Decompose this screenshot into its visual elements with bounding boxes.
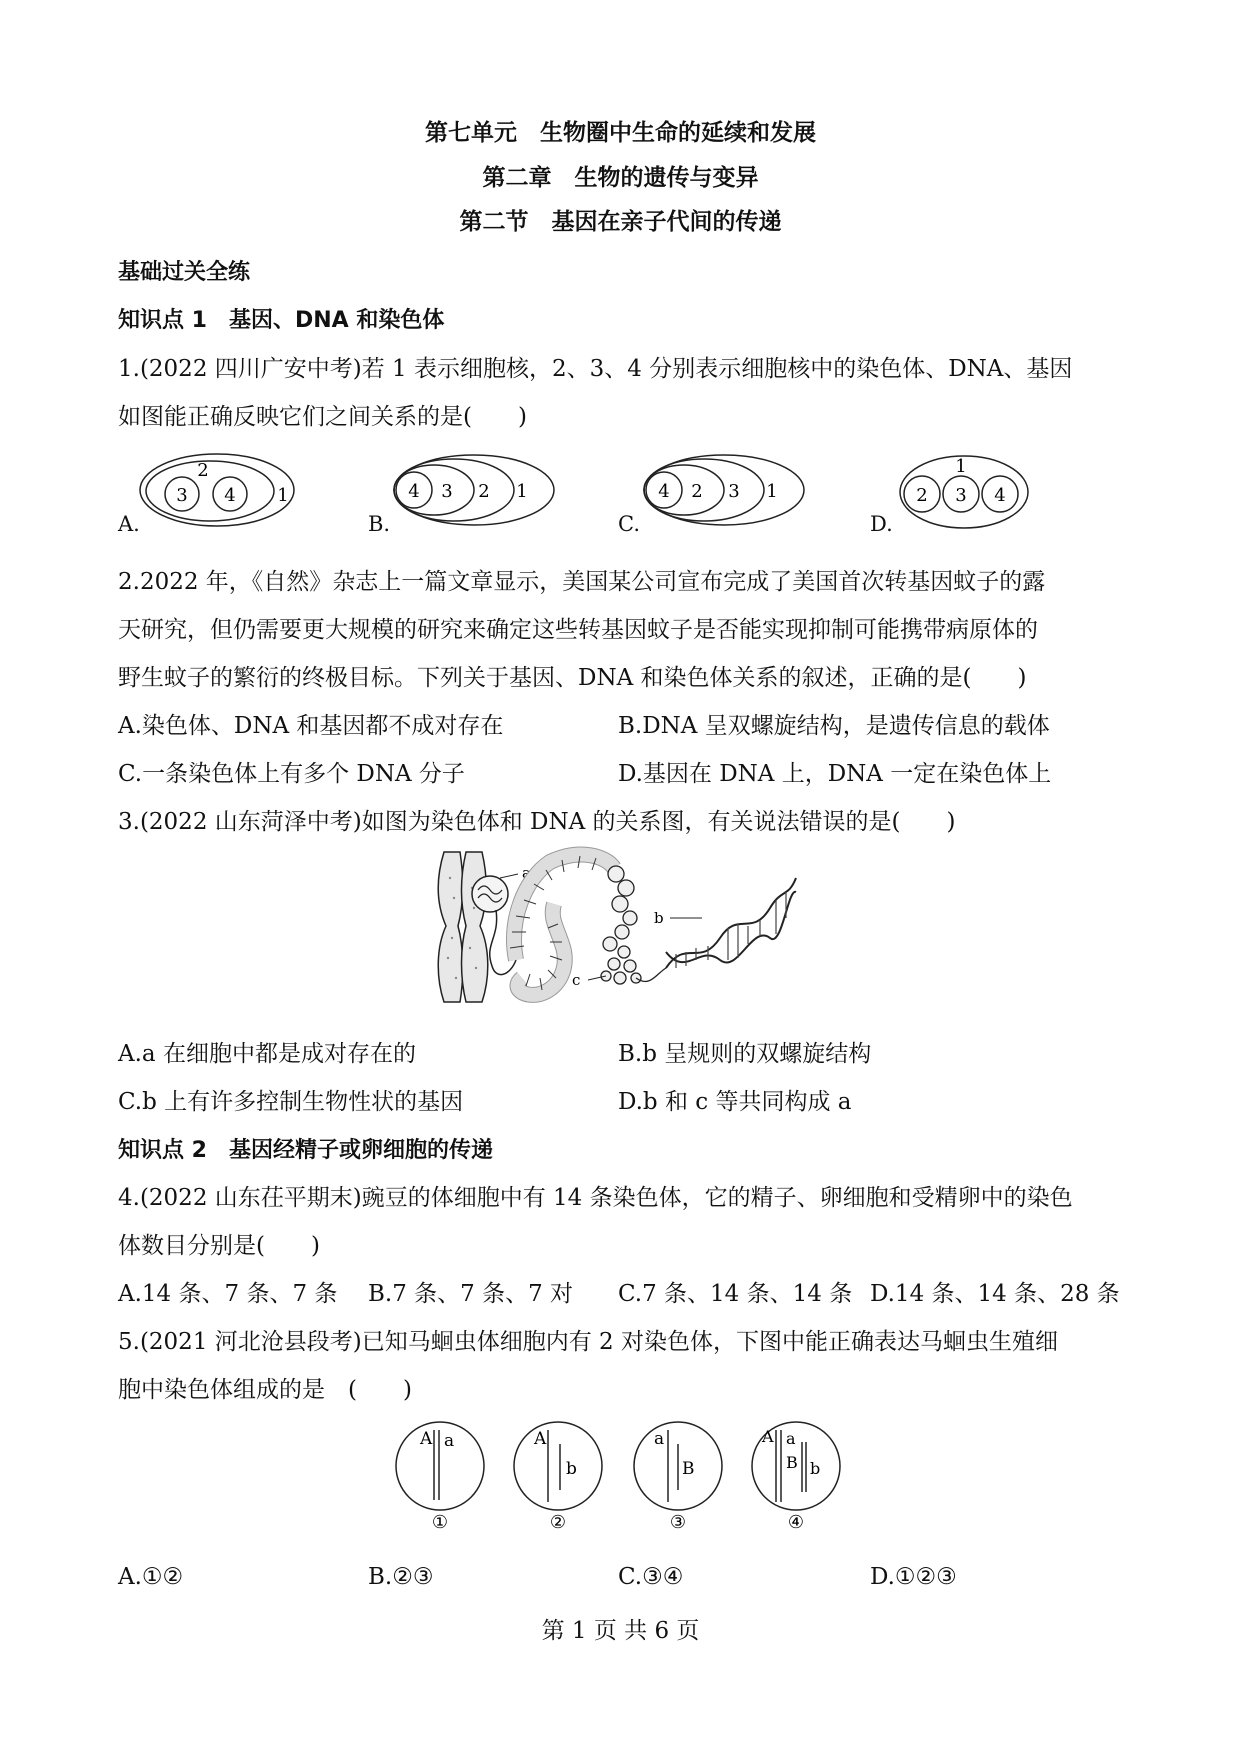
- q2-option-d: D.基因在 DNA 上，DNA 一定在染色体上: [618, 761, 1052, 787]
- q5c4-label-A: A: [762, 1427, 774, 1446]
- q3-option-c: C.b 上有许多控制生物性状的基因: [118, 1089, 464, 1115]
- q5-cell-1: [390, 1418, 494, 1533]
- q5c1-label-a: a: [444, 1431, 455, 1451]
- q2-stem-line2: 天研究，但仍需要更大规模的研究来确定这些转基因蚊子是否能实现抑制可能携带病原体的: [118, 617, 1038, 643]
- q1a-label-1: 1: [277, 485, 289, 506]
- q1d-label-3: 3: [955, 485, 967, 506]
- q5-option-a: A.①②: [118, 1564, 184, 1590]
- q1-diagram-a: [138, 452, 298, 532]
- q4-option-d: D.14 条、14 条、28 条: [870, 1281, 1120, 1307]
- q1b-label-2: 2: [478, 481, 490, 502]
- q1a-label-4: 4: [224, 485, 236, 506]
- q5c4-label-b: b: [810, 1459, 821, 1478]
- q1c-label-2: 2: [691, 481, 703, 502]
- q1-stem-line1: 1.(2022 四川广安中考)若 1 表示细胞核，2、3、4 分别表示细胞核中的染色体、DNA、基因: [118, 356, 1073, 382]
- q1c-label-1: 1: [766, 481, 778, 502]
- q5-cell-4: [746, 1418, 850, 1533]
- q3-label-b: b: [654, 909, 664, 927]
- page-footer: 第 1 页 共 6 页: [541, 1618, 700, 1644]
- q5-cell-2: [508, 1418, 612, 1533]
- q1-option-a: A.: [118, 512, 140, 536]
- section-title: 第二节 基因在亲子代间的传递: [459, 209, 782, 235]
- practice-heading: 基础过关全练: [118, 260, 251, 285]
- q5-stem-line2: 胞中染色体组成的是 ( ): [118, 1377, 412, 1403]
- q1c-label-3: 3: [728, 481, 740, 502]
- q1-option-d: D.: [870, 512, 893, 536]
- q1-diagram-c: [642, 452, 812, 532]
- q3-option-a: A.a 在细胞中都是成对存在的: [118, 1041, 416, 1067]
- coiled-chromatin-fiber: [514, 855, 614, 995]
- magnified-region: [472, 876, 508, 912]
- q1-diagram-d: [898, 452, 1068, 532]
- q1b-label-3: 3: [441, 481, 453, 502]
- q2-option-a: A.染色体、DNA 和基因都不成对存在: [118, 713, 504, 739]
- q5c1-label-A: A: [420, 1429, 433, 1449]
- q5c2-label-A: A: [534, 1429, 547, 1449]
- q1d-label-4: 4: [994, 485, 1006, 506]
- nucleosome-beads: [601, 866, 641, 984]
- q1b-label-4: 4: [408, 481, 420, 502]
- q3-label-a: a: [522, 864, 531, 882]
- knowledge-point-2-heading: 知识点 2 基因经精子或卵细胞的传递: [118, 1138, 493, 1163]
- q5c1-caption: ①: [431, 1512, 449, 1533]
- q3-option-d: D.b 和 c 等共同构成 a: [618, 1089, 852, 1115]
- q1d-label-1: 1: [955, 456, 967, 477]
- q1a-label-3: 3: [176, 485, 188, 506]
- q2-stem-line1: 2.2022 年，《自然》杂志上一篇文章显示，美国某公司宣布完成了美国首次转基因蚊子的露: [118, 569, 1046, 595]
- q1-stem-line2: 如图能正确反映它们之间关系的是( ): [118, 404, 527, 430]
- q5-cell-3: [628, 1418, 732, 1533]
- q4-stem-line2: 体数目分别是( ): [118, 1233, 320, 1259]
- q5c3-label-B: B: [682, 1459, 695, 1479]
- q5-option-c: C.③④: [618, 1564, 684, 1590]
- q4-option-b: B.7 条、7 条、7 对: [368, 1281, 574, 1307]
- q5-option-b: B.②③: [368, 1564, 434, 1590]
- q5c3-caption: ③: [669, 1512, 687, 1533]
- unit-title: 第七单元 生物圈中生命的延续和发展: [425, 120, 816, 146]
- q1c-label-4: 4: [658, 481, 670, 502]
- knowledge-point-1-heading: 知识点 1 基因、DNA 和染色体: [118, 308, 445, 333]
- q1-diagram-b: [392, 452, 562, 532]
- q1b-label-1: 1: [516, 481, 528, 502]
- q4-option-a: A.14 条、7 条、7 条: [118, 1281, 338, 1307]
- q1-option-c: C.: [618, 512, 640, 536]
- q5-option-d: D.①②③: [870, 1564, 957, 1590]
- q5c2-label-b: b: [566, 1459, 577, 1479]
- q3-label-c: c: [572, 971, 581, 989]
- q2-stem-line3: 野生蚊子的繁衍的终极目标。下列关于基因、DNA 和染色体关系的叙述，正确的是( ): [118, 665, 1027, 691]
- q2-option-c: C.一条染色体上有多个 DNA 分子: [118, 761, 465, 787]
- q5-stem-line1: 5.(2021 河北沧县段考)已知马蛔虫体细胞内有 2 对染色体，下图中能正确表达马蛔虫生殖细: [118, 1329, 1058, 1355]
- q5c4-label-a: a: [786, 1429, 796, 1448]
- q5c3-label-a: a: [654, 1429, 665, 1449]
- chromosome-figure: [438, 852, 488, 1002]
- q4-stem-line1: 4.(2022 山东茌平期末)豌豆的体细胞中有 14 条染色体，它的精子、卵细胞和受精卵中的染色: [118, 1185, 1073, 1211]
- q1a-label-2: 2: [197, 460, 209, 481]
- chapter-title: 第二章 生物的遗传与变异: [482, 165, 759, 191]
- q3-stem: 3.(2022 山东菏泽中考)如图为染色体和 DNA 的关系图，有关说法错误的是( ): [118, 809, 956, 835]
- q1-option-b: B.: [368, 512, 391, 536]
- q1d-label-2: 2: [916, 485, 928, 506]
- q5c2-caption: ②: [549, 1512, 567, 1533]
- q5c4-label-B: B: [786, 1453, 798, 1472]
- q5c4-caption: ④: [787, 1512, 805, 1533]
- q3-option-b: B.b 呈规则的双螺旋结构: [618, 1041, 872, 1067]
- q3-chromosome-dna-diagram: [430, 848, 870, 1008]
- q4-option-c: C.7 条、14 条、14 条: [618, 1281, 853, 1307]
- q2-option-b: B.DNA 呈双螺旋结构，是遗传信息的载体: [618, 713, 1050, 739]
